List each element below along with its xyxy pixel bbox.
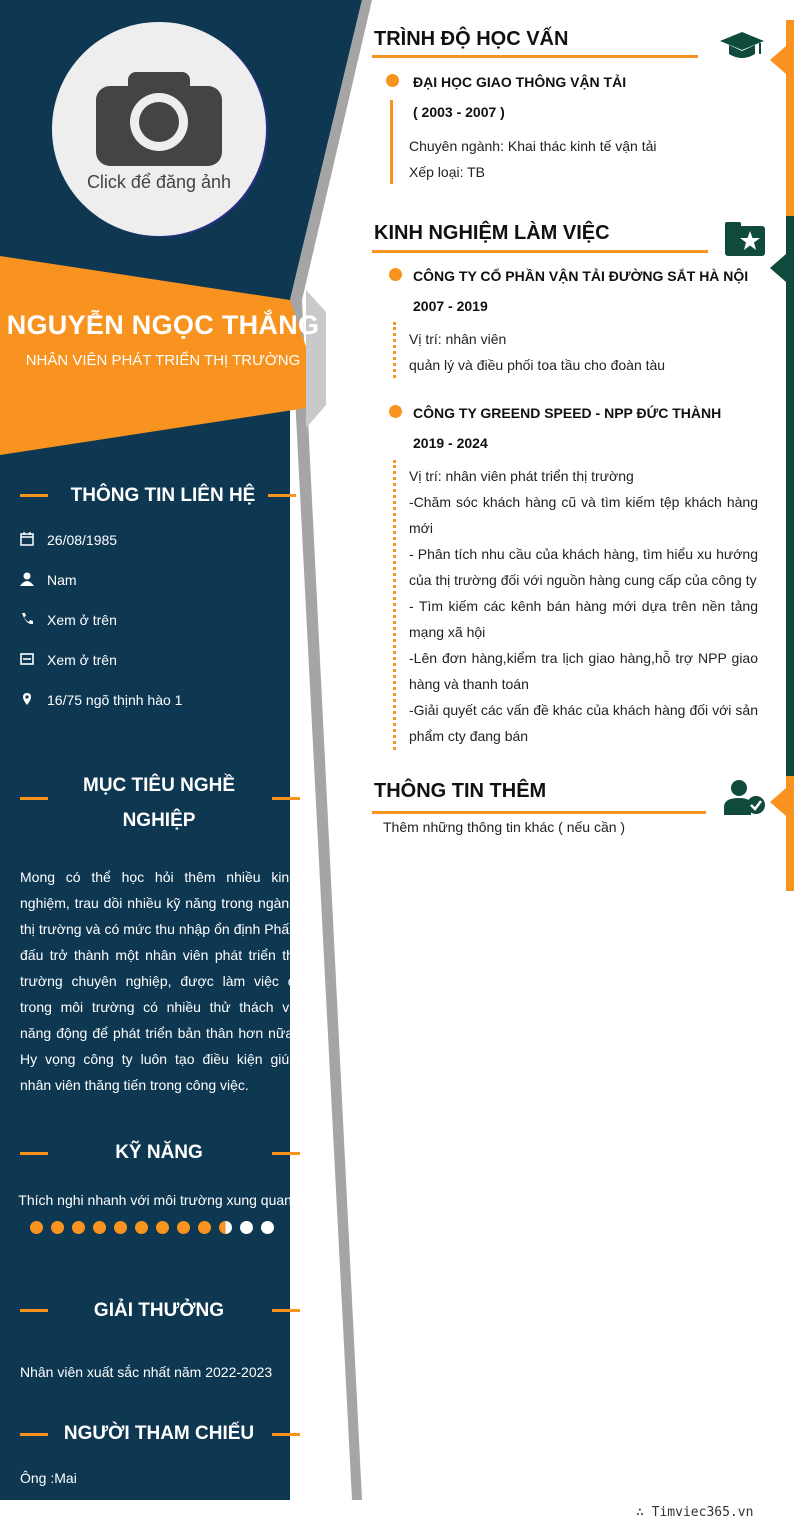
job-title: NHÂN VIÊN PHÁT TRIỂN THỊ TRƯỜNG	[25, 352, 301, 369]
skill-dot	[177, 1221, 190, 1234]
extra-info-text: Thêm những thông tin khác ( nếu cần )	[383, 819, 626, 835]
skill-dot	[135, 1221, 148, 1234]
skill-dot	[114, 1221, 127, 1234]
job-detail-line: -Chăm sóc khách hàng cũ và tìm kiếm tệp khách hàng mới	[409, 494, 758, 536]
skill-dot	[198, 1221, 211, 1234]
section-dash-right	[272, 1152, 300, 1155]
gender-text: Nam	[47, 572, 77, 588]
references-heading: NGƯỜI THAM CHIẾU	[63, 1423, 255, 1444]
experience-heading-underline	[372, 250, 708, 253]
timeline-dotted-line	[393, 460, 399, 750]
job-details	[409, 326, 759, 378]
skill-name: Thích nghi nhanh với môi trường xung quanh	[18, 1192, 300, 1208]
job-detail-line: quản lý và điều phối toa tầu cho đoàn tàu	[409, 357, 666, 373]
skill-dot	[240, 1221, 253, 1234]
section-dash-left	[20, 1433, 48, 1436]
job-company: CÔNG TY CỔ PHẦN VẬN TẢI ĐƯỜNG SẮT HÀ NỘI	[413, 268, 749, 284]
section-dash-left	[20, 797, 48, 800]
skill-dot	[72, 1221, 85, 1234]
section-dash-left	[20, 494, 48, 497]
camera-icon	[96, 72, 222, 166]
job-years: 2007 - 2019	[413, 298, 488, 314]
job-details	[409, 463, 758, 749]
extra-info-underline	[372, 811, 706, 814]
job-detail-line: -Giải quyết các vấn đề khác của khách hàng đối với sản phẩm cty đang bán	[409, 702, 758, 744]
skill-rating	[30, 1221, 290, 1235]
candidate-name: NGUYỄN NGỌC THẮNG	[6, 310, 320, 340]
job-detail-line: Vị trí: nhân viên	[409, 331, 507, 347]
experience-heading: KINH NGHIỆM LÀM VIỆC	[374, 222, 610, 244]
timeline-dotted-line	[393, 322, 399, 378]
photo-upload-label[interactable]: Click để đăng ảnh	[86, 172, 232, 192]
skill-dot	[93, 1221, 106, 1234]
education-years: ( 2003 - 2007 )	[413, 104, 505, 120]
user-icon	[20, 572, 34, 586]
objective-heading-line1: MỤC TIÊU NGHỀ	[83, 775, 235, 796]
skills-heading: KỸ NĂNG	[115, 1142, 203, 1163]
job-detail-line: -Lên đơn hàng,kiểm tra lịch giao hàng,hỗ trợ NPP giao hàng và thanh toán	[409, 650, 758, 692]
birthday-text: 26/08/1985	[47, 532, 118, 548]
timeline-dot	[386, 74, 399, 87]
education-heading-underline	[372, 55, 698, 58]
phone-icon	[20, 612, 34, 626]
section-dash-left	[20, 1152, 48, 1155]
skill-dot	[51, 1221, 64, 1234]
location-pin-icon	[20, 692, 34, 706]
phone-text: Xem ở trên	[47, 612, 117, 628]
user-check-icon	[724, 779, 766, 815]
education-major: Chuyên ngành: Khai thác kinh tế vận tải	[409, 138, 657, 154]
references-text: Ông :Mai	[20, 1470, 77, 1486]
timeline-dot	[389, 268, 402, 281]
job-detail-line: Vị trí: nhân viên phát triển thị trường	[409, 468, 634, 484]
graduation-cap-icon	[720, 32, 764, 62]
job-years: 2019 - 2024	[413, 435, 488, 451]
contact-heading: THÔNG TIN LIÊN HỆ	[70, 485, 256, 506]
objective-heading-line2: NGHIỆP	[122, 810, 196, 831]
awards-heading: GIẢI THƯỞNG	[93, 1300, 225, 1321]
calendar-icon	[20, 532, 34, 546]
job-company: CÔNG TY GREEND SPEED - NPP ĐỨC THÀNH	[413, 405, 722, 421]
footer-brand[interactable]: ∴ Timviec365.vn	[636, 1505, 754, 1520]
skill-dot	[156, 1221, 169, 1234]
awards-text: Nhân viên xuất sắc nhất năm 2022-2023	[20, 1364, 273, 1380]
section-dash-right	[272, 1433, 300, 1436]
extra-info-heading: THÔNG TIN THÊM	[374, 780, 547, 802]
skill-dot	[261, 1221, 274, 1234]
education-grade: Xếp loại: TB	[409, 164, 486, 180]
timeline-dot	[389, 405, 402, 418]
section-dash-right	[272, 1309, 300, 1312]
section-dash-left	[20, 1309, 48, 1312]
email-text: Xem ở trên	[47, 652, 117, 668]
section-dash-right	[268, 494, 296, 497]
section-dash-right	[272, 797, 300, 800]
school-name: ĐẠI HỌC GIAO THÔNG VẬN TẢI	[413, 74, 627, 90]
address-text: 16/75 ngõ thịnh hào 1	[47, 692, 183, 708]
briefcase-star-icon	[725, 222, 765, 256]
skill-dot	[219, 1221, 232, 1234]
email-icon	[20, 652, 34, 666]
objective-heading	[48, 768, 270, 838]
job-detail-line: - Tìm kiếm các kênh bán hàng mới dựa trên nền tảng mạng xã hội	[409, 598, 758, 640]
job-detail-line: - Phân tích nhu cầu của khách hàng, tìm hiểu xu hướng của thị trường đối với nguồn hàng cung cấp của công ty	[409, 546, 758, 588]
timeline-bar	[390, 100, 393, 184]
education-heading: TRÌNH ĐỘ HỌC VẤN	[374, 28, 569, 50]
objective-text: Mong có thể học hỏi thêm nhiều kinh nghiệm, trau dồi nhiều kỹ năng trong ngành thị trường và có mức thu nhập ổn định Phấn đấu trở thành một nhân viên phát triển thị trường chuyên nghiệp, được làm việc ở trong môi trường có nhiều thử thách và năng động để phát triển bản thân hơn nữa. Hy vọng công ty luôn tạo điều kiện giúp nhân viên thăng tiến trong công việc.	[20, 869, 297, 1093]
skill-dot	[30, 1221, 43, 1234]
